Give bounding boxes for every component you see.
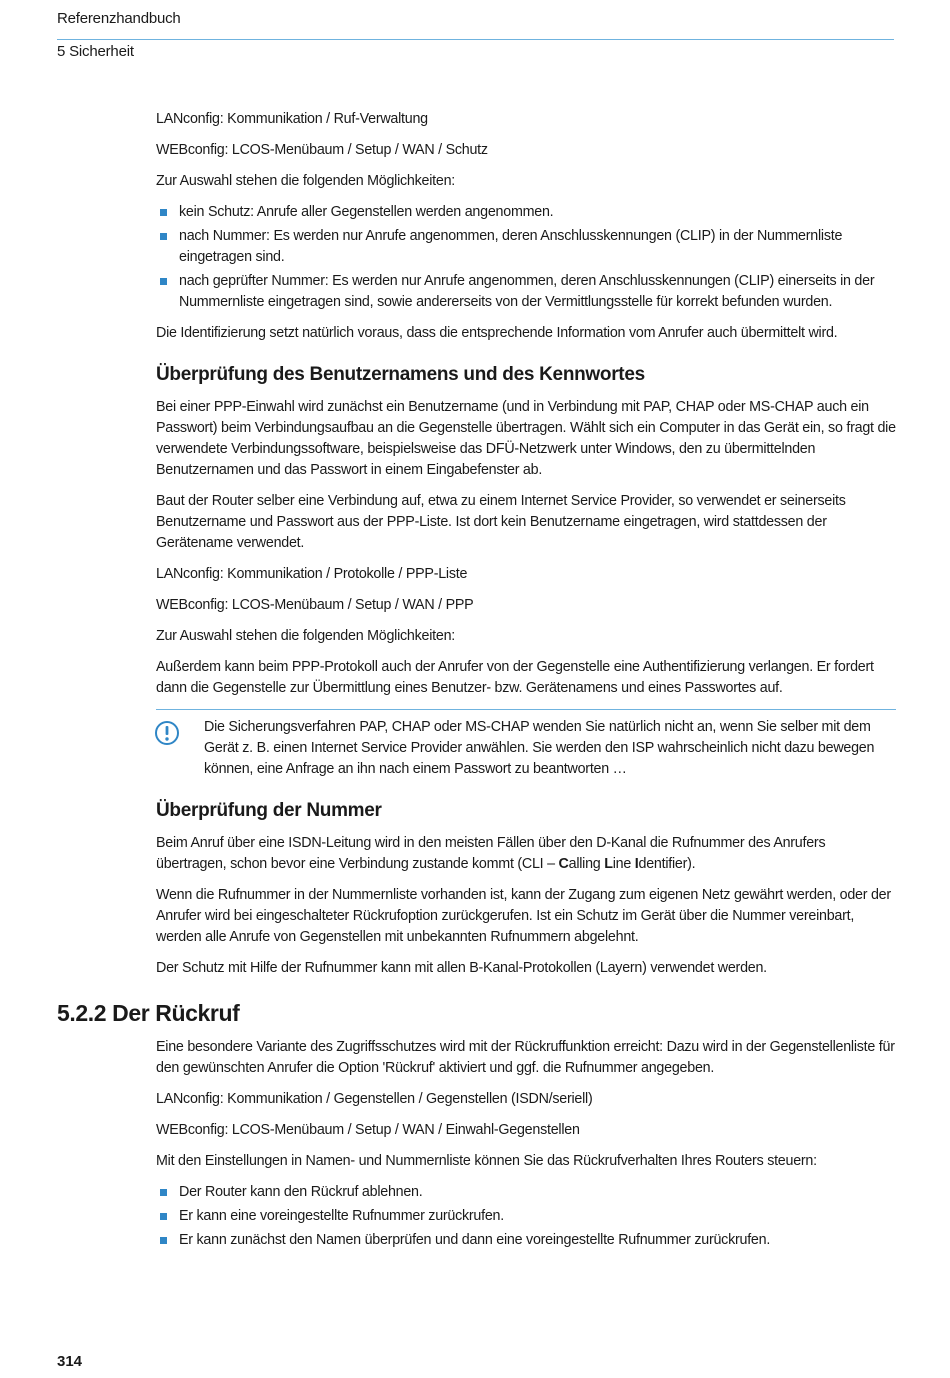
text-run: ine [612,856,635,872]
bullet-square-icon [160,209,167,216]
paragraph: Mit den Einstellungen in Namen- und Nummernliste können Sie das Rückrufverhalten Ihres Routers steuern: [156,1153,817,1169]
bold-letter: L [604,856,613,872]
running-header-title: Referenzhandbuch [57,10,181,27]
running-header-chapter: 5 Sicherheit [57,43,134,60]
list-item-text: Der Router kann den Rückruf ablehnen. [179,1184,423,1200]
list-item-text: Er kann zunächst den Namen überprüfen und dann eine voreingestellte Rufnummer zurückrufen. [179,1232,771,1248]
bullet-square-icon [160,1213,167,1220]
menu-path-webconfig: WEBconfig: LCOS-Menübaum / Setup / WAN / Einwahl-Gegenstellen [156,1122,580,1138]
text-run: alling [568,856,605,872]
bullet-square-icon [160,233,167,240]
bold-letter: I [634,856,639,872]
bold-letter: C [558,856,569,872]
paragraph: Eine besondere Variante des Zugriffsschutzes wird mit der Rückruffunktion erreicht: Dazu wird in der Gegenstellenliste für den gewünschten Anrufer die Option 'Rückruf' aktiviert und ggf. die Rufnummer angegeben. [156,1039,895,1076]
paragraph: Baut der Router selber eine Verbindung auf, etwa zu einem Internet Service Provider, so verwendet er seinerseits Benutzername und Passwort aus der PPP-Liste. Ist dort kein Benutzername eingetragen, wird stattdessen der Gerätename verwendet. [156,493,846,551]
list-item [156,1230,896,1251]
bullet-square-icon [160,278,167,285]
page-number: 314 [57,1353,83,1370]
note-text: Die Sicherungsverfahren PAP, CHAP oder MS-CHAP wenden Sie natürlich nicht an, wenn Sie selber mit dem Gerät z. B. einen Internet Service Provider anwählen. Sie werden den ISP wahrscheinlich nicht dazu bewegen können, eine Anfrage an ihn nach einem Passwort zu beantworten … [204,719,875,777]
paragraph: Der Schutz mit Hilfe der Rufnummer kann mit allen B-Kanal-Protokollen (Layern) verwendet werden. [156,960,767,976]
list-item [156,202,896,223]
menu-path-webconfig: WEBconfig: LCOS-Menübaum / Setup / WAN / Schutz [156,142,488,158]
paragraph [156,833,896,875]
text-run: dentifier). [638,856,696,872]
options-list [156,202,896,313]
note-box [156,709,896,780]
main-content [57,109,896,1261]
section-heading: 5.2.2 Der Rückruf [57,1000,240,1026]
subheading: Überprüfung des Benutzernamens und des Kennwortes [156,364,645,385]
text-run: Beim Anruf über eine ISDN-Leitung wird in den meisten Fällen über den D-Kanal die Rufnummer des Anrufers übertragen, schon bevor eine Verbindung zustande kommt (CLI – [156,835,830,872]
exclamation-circle-icon [154,720,180,753]
bullet-square-icon [160,1237,167,1244]
subheading: Überprüfung der Nummer [156,800,382,821]
list-item-text: Er kann eine voreingestellte Rufnummer zurückrufen. [179,1208,504,1224]
paragraph: Zur Auswahl stehen die folgenden Möglichkeiten: [156,173,456,189]
paragraph: Wenn die Rufnummer in der Nummernliste vorhanden ist, kann der Zugang zum eigenen Netz gewährt werden, oder der Anrufer wird bei eingeschalteter Rückrufoption zurückgerufen. Ist ein Schutz im Gerät über die Nummer vereinbart, werden alle Anrufe von Gegenstellen mit unbekannten Rufnummern abgelehnt. [156,887,891,945]
header-rule [57,39,894,40]
list-item-text: nach Nummer: Es werden nur Anrufe angenommen, deren Anschlusskennungen (CLIP) in der Nummernliste eingetragen sind. [179,228,843,265]
list-item-text: nach geprüfter Nummer: Es werden nur Anrufe angenommen, deren Anschlusskennungen (CLIP) einerseits in der Nummernliste eingetragen sind, sowie andererseits von der Vermittlungsstelle für korrekt befunden wurden. [179,273,875,310]
list-item [156,226,896,268]
list-item [156,1182,896,1203]
list-item [156,1206,896,1227]
menu-path-lanconfig: LANconfig: Kommunikation / Gegenstellen / Gegenstellen (ISDN/seriell) [156,1091,593,1107]
bullet-square-icon [160,1189,167,1196]
paragraph: Zur Auswahl stehen die folgenden Möglichkeiten: [156,628,456,644]
menu-path-webconfig: WEBconfig: LCOS-Menübaum / Setup / WAN / PPP [156,597,474,613]
paragraph: Die Identifizierung setzt natürlich voraus, dass die entsprechende Information vom Anrufer auch übermittelt wird. [156,325,838,341]
list-item-text: kein Schutz: Anrufe aller Gegenstellen werden angenommen. [179,204,554,220]
list-item [156,271,896,313]
menu-path-lanconfig: LANconfig: Kommunikation / Protokolle / PPP-Liste [156,566,468,582]
paragraph: Außerdem kann beim PPP-Protokoll auch der Anrufer von der Gegenstelle eine Authentifizierung verlangen. Er fordert dann die Gegenstelle zur Übermittlung eines Benutzer- bzw. Gerätenamens und eines Passwortes auf. [156,659,874,696]
menu-path-lanconfig: LANconfig: Kommunikation / Ruf-Verwaltung [156,111,428,127]
paragraph: Bei einer PPP-Einwahl wird zunächst ein Benutzername (und in Verbindung mit PAP, CHAP oder MS-CHAP auch ein Passwort) beim Verbindungsaufbau an die Gegenstelle übertragen. Wählt sich ein Computer in das Gerät ein, so fragt die verwendete Verbindungssoftware, beispielsweise das DFÜ-Netzwerk unter Windows, den zu übermittelnden Benutzernamen und das Passwort in einem Eingabefenster ab. [156,399,896,478]
rueckruf-list [156,1182,896,1251]
